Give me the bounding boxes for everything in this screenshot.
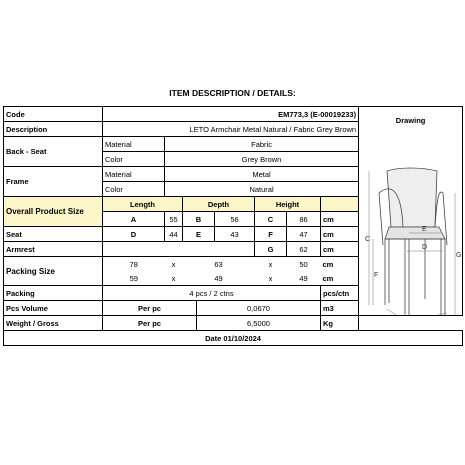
pack-1-depth: 63	[183, 257, 255, 272]
letter-d: D	[103, 227, 165, 242]
value-e: 43	[215, 227, 255, 242]
drawing-letter-g: G	[456, 252, 462, 259]
overall-size-blank	[321, 197, 359, 212]
date-row	[4, 331, 463, 346]
drawing-letter-f: F	[374, 272, 379, 279]
weight-unit: Kg	[321, 316, 359, 331]
drawing-letter-d: D	[422, 244, 428, 251]
height-header: Height	[255, 197, 321, 212]
code-label: Code	[4, 107, 103, 122]
back-seat-color-value: Grey Brown	[165, 152, 359, 167]
pack-1-x1: x	[165, 257, 183, 272]
packing-size-label: Packing Size	[4, 257, 103, 286]
pack-1-height: 50	[287, 257, 321, 272]
page-title: ITEM DESCRIPTION / DETAILS:	[169, 88, 296, 98]
pack-2-height: 49	[287, 271, 321, 286]
letter-e: E	[183, 227, 215, 242]
weight-per: Per pc	[103, 316, 197, 331]
weight-label: Weight / Gross	[4, 316, 103, 331]
letter-a: A	[103, 212, 165, 227]
volume-value: 0,0670	[197, 301, 321, 316]
pack-2-depth: 49	[183, 271, 255, 286]
overall-size-label: Overall Product Size	[4, 197, 103, 227]
description-label: Description	[4, 122, 103, 137]
back-seat-material-label: Material	[103, 137, 165, 152]
weight-value: 6,5000	[197, 316, 321, 331]
seat-label: Seat	[4, 227, 103, 242]
value-d: 44	[165, 227, 183, 242]
value-f: 47	[287, 227, 321, 242]
drawing-label: Drawing	[395, 116, 426, 125]
drawing-letter-c: C	[365, 236, 371, 243]
armchair-drawing: C F G E D B A	[359, 127, 463, 316]
letter-f: F	[255, 227, 287, 242]
packing-value: 4 pcs / 2 ctns	[103, 286, 321, 301]
depth-header: Depth	[183, 197, 255, 212]
frame-material-value: Metal	[165, 167, 359, 182]
value-a: 55	[165, 212, 183, 227]
letter-c: C	[255, 212, 287, 227]
code-value: EM773,3 (E-00019233)	[103, 107, 359, 122]
pack-2-x1: x	[165, 271, 183, 286]
armrest-label: Armrest	[4, 242, 103, 257]
volume-label: Pcs Volume	[4, 301, 103, 316]
volume-unit: m3	[321, 301, 359, 316]
frame-label: Frame	[4, 167, 103, 197]
packing-unit: pcs/ctn	[321, 286, 359, 301]
frame-material-label: Material	[103, 167, 165, 182]
volume-per: Per pc	[103, 301, 197, 316]
pack-2-length: 59	[103, 271, 165, 286]
letter-g: G	[255, 242, 287, 257]
armrest-blank	[103, 242, 255, 257]
drawing-letter-e: E	[422, 226, 427, 233]
description-value: LETO Armchair Metal Natural / Fabric Grey Brown	[103, 122, 359, 137]
item-details-table	[3, 106, 463, 346]
letter-b: B	[183, 212, 215, 227]
frame-color-label: Color	[103, 182, 165, 197]
frame-color-value: Natural	[165, 182, 359, 197]
length-header: Length	[103, 197, 183, 212]
weight-row	[4, 316, 463, 331]
date-value: Date 01/10/2024	[4, 331, 463, 346]
value-c: 86	[287, 212, 321, 227]
value-g: 62	[287, 242, 321, 257]
back-seat-label: Back - Seat	[4, 137, 103, 167]
seat-unit: cm	[321, 227, 359, 242]
drawing-cell	[359, 107, 463, 327]
pack-2-x2: x	[255, 271, 287, 286]
pack-1-x2: x	[255, 257, 287, 272]
armrest-unit: cm	[321, 242, 359, 257]
overall-unit: cm	[321, 212, 359, 227]
pack-1-unit: cm	[321, 257, 359, 272]
pack-2-unit: cm	[321, 271, 359, 286]
pack-1-length: 78	[103, 257, 165, 272]
code-row	[4, 107, 463, 122]
packing-label: Packing	[4, 286, 103, 301]
back-seat-material-value: Fabric	[165, 137, 359, 152]
value-b: 56	[215, 212, 255, 227]
back-seat-color-label: Color	[103, 152, 165, 167]
